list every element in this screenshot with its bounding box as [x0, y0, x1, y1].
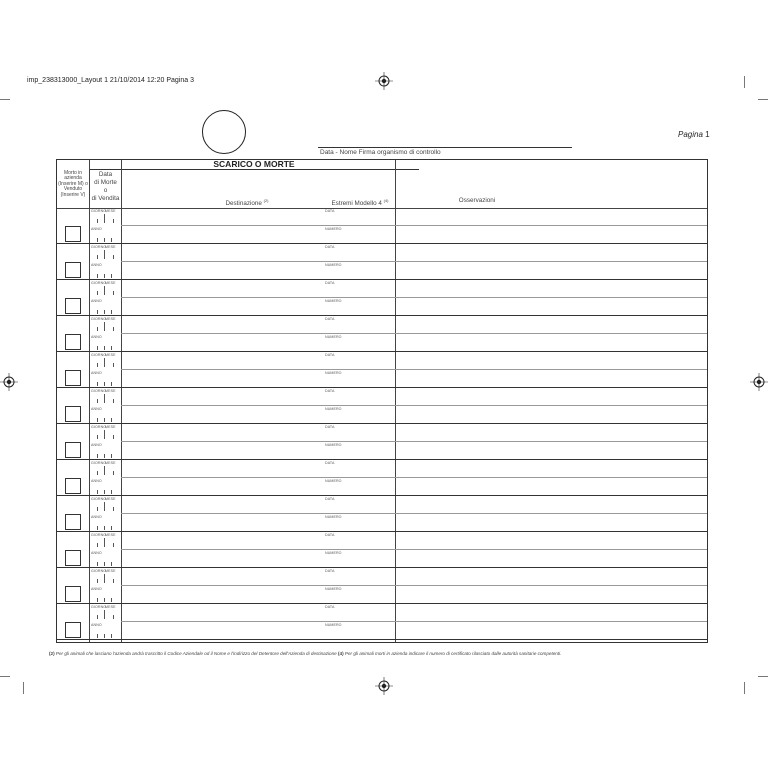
field-anno: ANNO — [91, 407, 102, 411]
date-tick — [97, 579, 98, 583]
table-row — [57, 460, 707, 496]
row-mid-line — [121, 405, 707, 406]
date-tick — [104, 490, 105, 494]
table-row — [57, 388, 707, 424]
date-tick — [104, 310, 105, 314]
table-row — [57, 280, 707, 316]
date-tick — [104, 574, 105, 583]
table-title: SCARICO O MORTE — [89, 160, 419, 170]
date-tick — [97, 598, 98, 602]
field-giorno: GIORNO — [91, 425, 107, 429]
date-tick — [97, 435, 98, 439]
field-giorno: GIORNO — [91, 461, 107, 465]
date-tick — [104, 634, 105, 638]
date-tick — [111, 562, 112, 566]
date-tick — [113, 291, 114, 295]
date-tick — [111, 634, 112, 638]
page-number: 1 — [705, 130, 710, 139]
field-giorno: GIORNO — [91, 245, 107, 249]
table-row — [57, 244, 707, 280]
registration-mark-icon — [375, 72, 393, 90]
field-giorno: GIORNO — [91, 389, 107, 393]
field-mese: MESE — [105, 425, 116, 429]
unload-register-table — [56, 159, 708, 643]
type-checkbox[interactable] — [65, 226, 81, 242]
crop-mark — [0, 99, 10, 100]
date-tick — [111, 454, 112, 458]
footnotes: (2) Per gli animali che lasciano l'azienda andrà trascritto il Codice Aziendale od il Nome e l'indirizzo del Detentore dell'Azienda di destinazione (4) Per gli animali morti in azienda indicare il numero di certificato rilasciato dalle autorità sanitarie competenti. — [49, 651, 562, 656]
date-tick — [113, 399, 114, 403]
field-anno: ANNO — [91, 227, 102, 231]
field-giorno: GIORNO — [91, 569, 107, 573]
field-numero: NUMERO — [325, 263, 342, 267]
page-indicator — [678, 130, 710, 139]
field-data: DATA — [325, 497, 335, 501]
field-numero: NUMERO — [325, 515, 342, 519]
field-giorno: GIORNO — [91, 497, 107, 501]
date-tick — [113, 543, 114, 547]
date-tick — [104, 418, 105, 422]
date-tick — [104, 286, 105, 295]
date-tick — [104, 430, 105, 439]
date-tick — [97, 634, 98, 638]
field-data: DATA — [325, 461, 335, 465]
date-tick — [104, 502, 105, 511]
crop-mark — [23, 682, 24, 694]
date-tick — [97, 219, 98, 223]
row-separator — [57, 639, 707, 640]
type-checkbox[interactable] — [65, 406, 81, 422]
registration-mark-icon — [0, 373, 18, 391]
date-tick — [97, 291, 98, 295]
field-numero: NUMERO — [325, 623, 342, 627]
table-row — [57, 496, 707, 532]
row-mid-line — [121, 297, 707, 298]
field-data: DATA — [325, 533, 335, 537]
col-header-data: Data di Morte o di Vendita — [91, 171, 120, 202]
date-tick — [97, 274, 98, 278]
field-anno: ANNO — [91, 335, 102, 339]
date-tick — [111, 418, 112, 422]
field-anno: ANNO — [91, 263, 102, 267]
crop-mark — [758, 676, 768, 677]
date-tick — [104, 562, 105, 566]
date-tick — [97, 327, 98, 331]
field-mese: MESE — [105, 569, 116, 573]
date-tick — [111, 238, 112, 242]
page-label: Pagina — [678, 130, 703, 139]
field-mese: MESE — [105, 497, 116, 501]
field-giorno: GIORNO — [91, 353, 107, 357]
field-giorno: GIORNO — [91, 281, 107, 285]
row-mid-line — [121, 261, 707, 262]
date-tick — [104, 526, 105, 530]
field-giorno: GIORNO — [91, 209, 107, 213]
field-mese: MESE — [105, 317, 116, 321]
field-data: DATA — [325, 605, 335, 609]
crop-mark — [744, 76, 745, 88]
date-tick — [113, 219, 114, 223]
type-checkbox[interactable] — [65, 442, 81, 458]
date-tick — [104, 394, 105, 403]
print-slug: imp_238313000_Layout 1 21/10/2014 12:20 Pagina 3 — [27, 77, 194, 84]
date-tick — [113, 435, 114, 439]
date-tick — [113, 255, 114, 259]
field-giorno: GIORNO — [91, 533, 107, 537]
date-tick — [113, 471, 114, 475]
col-header-estremi: Estremi Modello 4 $^{(4)}$ — [331, 198, 389, 208]
field-data: DATA — [325, 317, 335, 321]
date-tick — [113, 363, 114, 367]
table-row — [57, 568, 707, 604]
field-numero: NUMERO — [325, 551, 342, 555]
field-numero: NUMERO — [325, 587, 342, 591]
field-anno: ANNO — [91, 299, 102, 303]
type-checkbox[interactable] — [65, 298, 81, 314]
date-tick — [104, 382, 105, 386]
col-header-destinazione: Destinazione $^{(2)}$ — [225, 198, 269, 208]
date-tick — [97, 490, 98, 494]
date-tick — [97, 562, 98, 566]
field-data: DATA — [325, 569, 335, 573]
registration-mark-icon — [375, 677, 393, 695]
date-tick — [97, 507, 98, 511]
date-tick — [97, 526, 98, 530]
stamp-circle — [202, 110, 246, 154]
field-anno: ANNO — [91, 443, 102, 447]
col-header-osservazioni: Osservazioni — [458, 197, 496, 204]
date-tick — [113, 507, 114, 511]
signature-line[interactable] — [318, 147, 572, 148]
table-row — [57, 352, 707, 388]
type-checkbox[interactable] — [65, 550, 81, 566]
field-anno: ANNO — [91, 587, 102, 591]
field-mese: MESE — [105, 281, 116, 285]
date-tick — [104, 466, 105, 475]
row-mid-line — [121, 369, 707, 370]
field-numero: NUMERO — [325, 335, 342, 339]
date-tick — [104, 610, 105, 619]
field-anno: ANNO — [91, 515, 102, 519]
table-row — [57, 208, 707, 244]
row-mid-line — [121, 333, 707, 334]
field-numero: NUMERO — [325, 407, 342, 411]
date-tick — [113, 615, 114, 619]
registration-mark-icon — [750, 373, 768, 391]
date-tick — [97, 471, 98, 475]
date-tick — [104, 538, 105, 547]
table-row — [57, 532, 707, 568]
field-giorno: GIORNO — [91, 317, 107, 321]
date-tick — [113, 579, 114, 583]
field-mese: MESE — [105, 389, 116, 393]
table-row — [57, 316, 707, 352]
date-tick — [97, 346, 98, 350]
field-data: DATA — [325, 209, 335, 213]
date-tick — [111, 310, 112, 314]
date-tick — [111, 382, 112, 386]
date-tick — [97, 363, 98, 367]
crop-mark — [0, 676, 10, 677]
date-tick — [111, 274, 112, 278]
date-tick — [97, 615, 98, 619]
date-tick — [111, 346, 112, 350]
date-tick — [97, 454, 98, 458]
row-mid-line — [121, 441, 707, 442]
field-mese: MESE — [105, 461, 116, 465]
date-tick — [97, 238, 98, 242]
date-tick — [104, 598, 105, 602]
date-tick — [104, 346, 105, 350]
row-mid-line — [121, 585, 707, 586]
date-tick — [104, 238, 105, 242]
date-tick — [104, 322, 105, 331]
date-tick — [111, 526, 112, 530]
type-checkbox[interactable] — [65, 622, 81, 638]
date-tick — [97, 310, 98, 314]
row-mid-line — [121, 477, 707, 478]
col-header-morto: Morto in azienda (Inserire M) o Venduto (Inserire V) — [58, 170, 88, 198]
row-mid-line — [121, 513, 707, 514]
field-mese: MESE — [105, 245, 116, 249]
date-tick — [104, 274, 105, 278]
date-tick — [97, 418, 98, 422]
date-tick — [111, 598, 112, 602]
field-anno: ANNO — [91, 551, 102, 555]
field-numero: NUMERO — [325, 479, 342, 483]
row-mid-line — [121, 621, 707, 622]
field-data: DATA — [325, 425, 335, 429]
date-tick — [104, 214, 105, 223]
field-numero: NUMERO — [325, 227, 342, 231]
row-mid-line — [121, 225, 707, 226]
date-tick — [97, 255, 98, 259]
type-checkbox[interactable] — [65, 586, 81, 602]
field-data: DATA — [325, 245, 335, 249]
type-checkbox[interactable] — [65, 370, 81, 386]
table-row — [57, 604, 707, 640]
crop-mark — [744, 682, 745, 694]
type-checkbox[interactable] — [65, 334, 81, 350]
field-numero: NUMERO — [325, 299, 342, 303]
table-row — [57, 424, 707, 460]
date-tick — [97, 382, 98, 386]
signature-label: Data - Nome Firma organismo di controllo — [320, 149, 441, 156]
field-numero: NUMERO — [325, 371, 342, 375]
type-checkbox[interactable] — [65, 478, 81, 494]
date-tick — [97, 399, 98, 403]
field-anno: ANNO — [91, 371, 102, 375]
field-data: DATA — [325, 281, 335, 285]
date-tick — [104, 454, 105, 458]
date-tick — [111, 490, 112, 494]
type-checkbox[interactable] — [65, 514, 81, 530]
date-tick — [104, 358, 105, 367]
field-mese: MESE — [105, 605, 116, 609]
field-data: DATA — [325, 353, 335, 357]
crop-mark — [758, 99, 768, 100]
field-data: DATA — [325, 389, 335, 393]
date-tick — [97, 543, 98, 547]
field-numero: NUMERO — [325, 443, 342, 447]
type-checkbox[interactable] — [65, 262, 81, 278]
date-tick — [104, 250, 105, 259]
field-anno: ANNO — [91, 479, 102, 483]
field-giorno: GIORNO — [91, 605, 107, 609]
field-mese: MESE — [105, 533, 116, 537]
field-mese: MESE — [105, 353, 116, 357]
field-mese: MESE — [105, 209, 116, 213]
field-anno: ANNO — [91, 623, 102, 627]
row-mid-line — [121, 549, 707, 550]
date-tick — [113, 327, 114, 331]
